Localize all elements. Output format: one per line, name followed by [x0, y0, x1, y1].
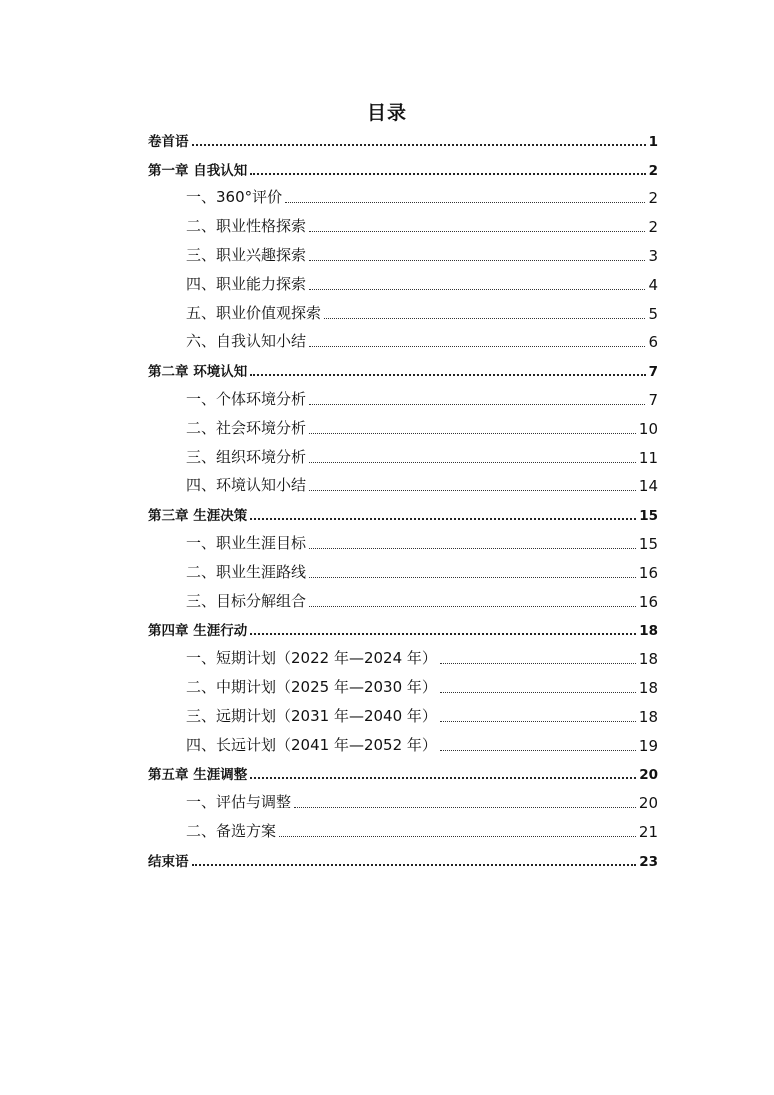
toc-section-entry[interactable]	[148, 241, 658, 270]
toc-section-entry[interactable]	[148, 529, 658, 558]
dot-leader	[250, 633, 636, 635]
toc-entry-label: 第三章 生涯决策	[148, 508, 248, 525]
toc-page-number: 18	[638, 678, 658, 697]
dot-leader	[309, 577, 636, 578]
toc-page-number: 20	[638, 794, 658, 813]
dot-leader	[440, 663, 636, 664]
dot-leader	[250, 777, 636, 779]
toc-entry-label: 二、社会环境分析	[186, 418, 307, 437]
dot-leader	[440, 692, 636, 693]
toc-section-entry[interactable]	[148, 184, 658, 213]
toc-page-number: 16	[638, 592, 658, 611]
toc-entry-label: 五、职业价值观探索	[186, 303, 322, 322]
dot-leader	[279, 836, 636, 837]
toc-page-number: 10	[638, 419, 658, 438]
toc-page-number: 16	[638, 563, 658, 582]
toc-entry-label: 第一章 自我认知	[148, 162, 248, 179]
dot-leader	[192, 864, 637, 866]
toc-page-number: 6	[648, 333, 658, 352]
toc-page-number: 18	[638, 707, 658, 726]
toc-section-entry[interactable]	[148, 788, 658, 817]
dot-leader	[294, 807, 636, 808]
toc-section-entry[interactable]	[148, 731, 658, 760]
toc-section-entry[interactable]	[148, 472, 658, 501]
toc-section-entry[interactable]	[148, 443, 658, 472]
toc-section-entry[interactable]	[148, 270, 658, 299]
toc-page-number: 23	[639, 853, 658, 870]
table-of-contents	[148, 126, 658, 875]
toc-page-number: 15	[638, 534, 658, 553]
toc-page-number: 2	[648, 218, 658, 237]
toc-entry-label: 二、职业生涯路线	[186, 562, 307, 581]
toc-section-entry[interactable]	[148, 558, 658, 587]
toc-page-number: 3	[648, 246, 658, 265]
toc-entry-label: 第五章 生涯调整	[148, 767, 248, 784]
toc-title: 目录	[366, 102, 407, 124]
toc-section-entry[interactable]	[148, 299, 658, 328]
toc-page-number: 15	[639, 508, 658, 525]
toc-entry-label: 卷首语	[148, 133, 189, 150]
dot-leader	[440, 750, 636, 751]
toc-section-entry[interactable]	[148, 328, 658, 357]
toc-chapter-entry[interactable]	[148, 155, 658, 184]
dot-leader	[250, 173, 645, 175]
toc-section-entry[interactable]	[148, 673, 658, 702]
toc-chapter-entry[interactable]	[148, 760, 658, 789]
toc-entry-label: 一、职业生涯目标	[186, 533, 307, 552]
toc-entry-label: 三、职业兴趣探索	[186, 245, 307, 264]
toc-entry-label: 四、环境认知小结	[186, 476, 307, 495]
dot-leader	[309, 433, 636, 434]
toc-section-entry[interactable]	[148, 702, 658, 731]
toc-entry-label: 一、评估与调整	[186, 793, 292, 812]
dot-leader	[309, 548, 636, 549]
dot-leader	[309, 490, 636, 491]
toc-section-entry[interactable]	[148, 644, 658, 673]
dot-leader	[250, 518, 636, 520]
dot-leader	[324, 318, 645, 319]
toc-entry-label: 六、自我认知小结	[186, 332, 307, 351]
dot-leader	[309, 606, 636, 607]
toc-page-number: 20	[639, 767, 658, 784]
toc-section-entry[interactable]	[148, 587, 658, 616]
dot-leader	[192, 144, 646, 146]
toc-page-number: 21	[638, 822, 658, 841]
toc-entry-label: 第二章 环境认知	[148, 364, 248, 381]
toc-chapter-entry[interactable]	[148, 356, 658, 385]
toc-entry-label: 一、个体环境分析	[186, 389, 307, 408]
dot-leader	[309, 346, 645, 347]
toc-page-number: 2	[648, 162, 658, 179]
toc-chapter-entry[interactable]	[148, 616, 658, 645]
toc-chapter-entry[interactable]	[148, 846, 658, 875]
toc-page-number: 18	[639, 623, 658, 640]
toc-section-entry[interactable]	[148, 385, 658, 414]
dot-leader	[285, 202, 645, 203]
dot-leader	[250, 374, 645, 376]
toc-entry-label: 二、备选方案	[186, 821, 277, 840]
toc-page-number: 18	[638, 650, 658, 669]
toc-entry-label: 结束语	[148, 853, 189, 870]
toc-entry-label: 四、职业能力探索	[186, 274, 307, 293]
dot-leader	[309, 231, 645, 232]
toc-page-number: 7	[648, 364, 658, 381]
toc-entry-label: 一、短期计划（2022 年—2024 年）	[186, 649, 437, 668]
toc-page-number: 5	[648, 304, 658, 323]
dot-leader	[309, 289, 645, 290]
toc-chapter-entry[interactable]	[148, 126, 658, 155]
toc-page-number: 1	[648, 133, 658, 150]
toc-section-entry[interactable]	[148, 414, 658, 443]
toc-section-entry[interactable]	[148, 212, 658, 241]
dot-leader	[309, 404, 645, 405]
toc-section-entry[interactable]	[148, 817, 658, 846]
dot-leader	[440, 721, 636, 722]
dot-leader	[309, 462, 636, 463]
toc-entry-label: 三、远期计划（2031 年—2040 年）	[186, 706, 437, 725]
toc-page-number: 14	[638, 477, 658, 496]
toc-chapter-entry[interactable]	[148, 500, 658, 529]
toc-entry-label: 二、中期计划（2025 年—2030 年）	[186, 677, 437, 696]
toc-entry-label: 三、目标分解组合	[186, 591, 307, 610]
toc-entry-label: 二、职业性格探索	[186, 217, 307, 236]
toc-page-number: 4	[648, 275, 658, 294]
toc-page-number: 2	[648, 189, 658, 208]
toc-page-number: 7	[648, 390, 658, 409]
toc-page-number: 11	[638, 448, 658, 467]
toc-page-number: 19	[638, 736, 658, 755]
toc-entry-label: 一、360°评价	[186, 188, 283, 207]
toc-entry-label: 第四章 生涯行动	[148, 623, 248, 640]
toc-entry-label: 四、长远计划（2041 年—2052 年）	[186, 735, 437, 754]
dot-leader	[309, 260, 645, 261]
toc-entry-label: 三、组织环境分析	[186, 447, 307, 466]
